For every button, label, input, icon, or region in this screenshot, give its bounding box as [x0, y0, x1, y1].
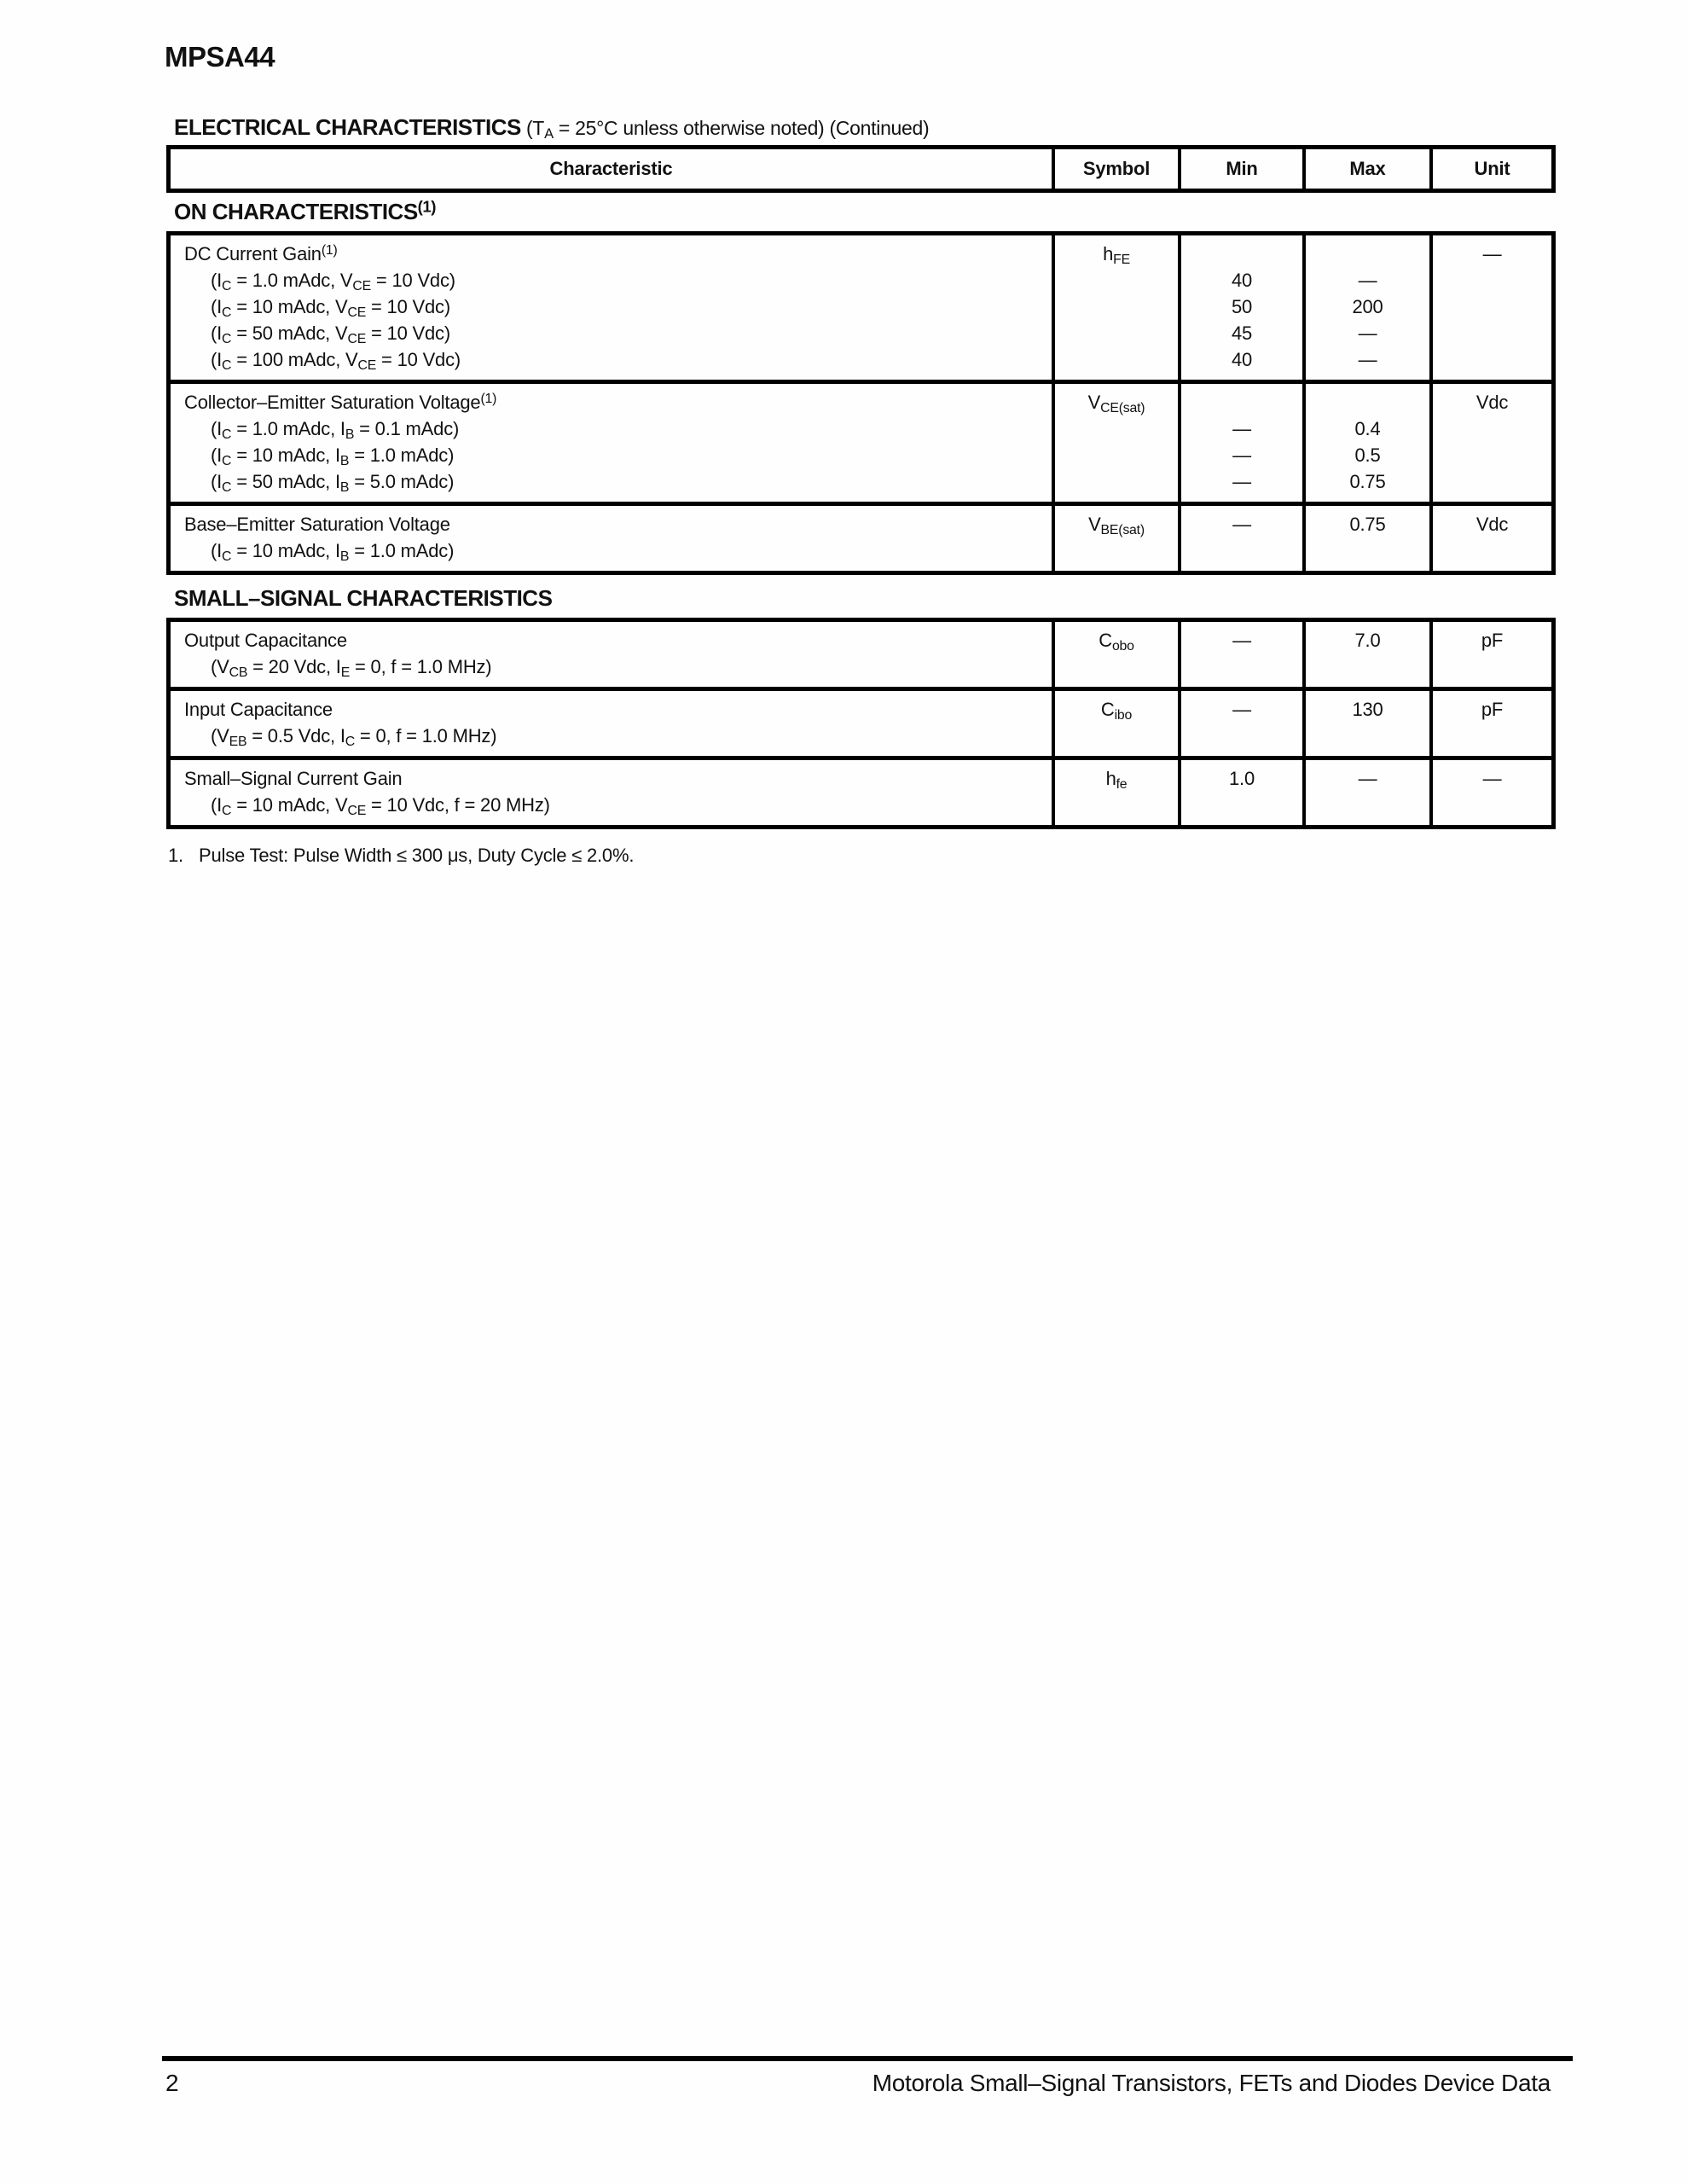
header-characteristic: Characteristic — [549, 158, 673, 179]
symbol-cell — [1052, 384, 1178, 502]
max-value: 0.75 — [1349, 514, 1386, 535]
section-subtitle: ($T_A = 25^\circ C$ unless otherwise noted) (Continued) — [525, 117, 930, 142]
characteristics-table — [166, 618, 1556, 829]
max-value: 130 — [1352, 699, 1383, 720]
test-condition: ($I_C = 10$ mAdc, $I_B = 1.0$ mAdc) — [211, 444, 455, 468]
max-value: — — [1358, 270, 1377, 291]
max-cell — [1302, 760, 1429, 825]
characteristic-name: Small–Signal Current Gain — [184, 768, 403, 789]
characteristic-cell — [171, 384, 1052, 502]
footer-title: Motorola Small–Signal Transistors, FETs and Diodes Device Data — [872, 2070, 1551, 2096]
symbol-cell — [1052, 760, 1178, 825]
footnote-text: Pulse Test: Pulse Width ≤ 300 μs, Duty Cycle ≤ 2.0%. — [199, 845, 635, 866]
symbol-value: $V_{BE(sat)}$ — [1088, 514, 1145, 537]
test-condition: ($I_C = 50$ mAdc, $V_{CE} = 10$ Vdc) — [211, 322, 450, 346]
header-min: Min — [1178, 149, 1302, 189]
test-condition: ($I_C = 10$ mAdc, $V_{CE} = 10$ Vdc, f = 20 MHz) — [211, 794, 550, 818]
table-row — [171, 502, 1551, 571]
min-cell — [1178, 384, 1302, 502]
max-value: 200 — [1352, 296, 1383, 317]
min-value: 45 — [1231, 322, 1253, 344]
table-header-row — [166, 145, 1556, 193]
unit-cell — [1429, 235, 1551, 380]
characteristic-cell — [171, 506, 1052, 571]
characteristic-cell — [171, 622, 1052, 687]
characteristic-name: Output Capacitance — [184, 630, 347, 651]
table-row — [171, 622, 1551, 687]
part-number: MPSA44 — [165, 41, 275, 73]
header-unit: Unit — [1429, 149, 1551, 189]
symbol-value: $h_{FE}$ — [1103, 243, 1130, 267]
characteristics-groups — [166, 199, 1556, 839]
min-cell — [1178, 691, 1302, 756]
min-value: 1.0 — [1229, 768, 1255, 789]
test-condition: ($V_{CB} = 20$ Vdc, $I_E = 0$, f = 1.0 MHz) — [211, 656, 492, 680]
symbol-cell — [1052, 235, 1178, 380]
max-value: 0.4 — [1354, 418, 1381, 439]
characteristic-cell — [171, 760, 1052, 825]
min-value: — — [1232, 514, 1251, 535]
unit-value: — — [1482, 243, 1502, 264]
max-cell — [1302, 506, 1429, 571]
min-cell — [1178, 622, 1302, 687]
min-value: 50 — [1231, 296, 1253, 317]
max-value: — — [1358, 349, 1377, 370]
characteristic-cell — [171, 235, 1052, 380]
characteristic-name: Input Capacitance — [184, 699, 333, 720]
header-symbol: Symbol — [1052, 149, 1178, 189]
footer-rule — [162, 2056, 1573, 2061]
test-condition: ($I_C = 100$ mAdc, $V_{CE} = 10$ Vdc) — [211, 349, 461, 373]
min-value — [1181, 389, 1302, 415]
unit-cell — [1429, 622, 1551, 687]
table-row — [171, 235, 1551, 380]
test-condition: ($V_{EB} = 0.5$ Vdc, $I_C = 0$, f = 1.0 MHz) — [211, 725, 497, 749]
min-cell — [1178, 760, 1302, 825]
footnote — [168, 845, 634, 867]
max-cell — [1302, 622, 1429, 687]
min-cell — [1178, 506, 1302, 571]
min-value: — — [1232, 471, 1251, 492]
min-value: — — [1232, 444, 1251, 466]
unit-value: Vdc — [1475, 514, 1509, 535]
footnote-number: 1. — [168, 845, 183, 866]
unit-cell — [1429, 506, 1551, 571]
symbol-value: $h_{fe}$ — [1105, 768, 1128, 792]
max-value: 0.75 — [1349, 471, 1386, 492]
characteristic-name: Collector–Emitter Saturation Voltage$^{(1)}$ — [184, 391, 497, 413]
symbol-cell — [1052, 622, 1178, 687]
group-heading: ON CHARACTERISTICS$^{(1)}$ — [174, 197, 437, 224]
section-title: ELECTRICAL CHARACTERISTICS — [174, 114, 521, 140]
max-cell — [1302, 384, 1429, 502]
unit-value: pF — [1481, 699, 1504, 720]
unit-value: pF — [1481, 630, 1504, 651]
max-cell — [1302, 691, 1429, 756]
test-condition: ($I_C = 50$ mAdc, $I_B = 5.0$ mAdc) — [211, 471, 455, 495]
symbol-value: $C_{obo}$ — [1099, 630, 1134, 653]
footer-page-number: 2 — [165, 2070, 179, 2096]
table-row — [171, 380, 1551, 502]
unit-cell — [1429, 384, 1551, 502]
characteristic-name: Base–Emitter Saturation Voltage — [184, 514, 450, 535]
max-value: — — [1358, 768, 1377, 789]
min-value: — — [1232, 699, 1251, 720]
min-value: 40 — [1231, 349, 1253, 370]
unit-cell — [1429, 760, 1551, 825]
unit-value: Vdc — [1475, 392, 1509, 413]
max-cell — [1302, 235, 1429, 380]
max-value: 0.5 — [1354, 444, 1381, 466]
symbol-cell — [1052, 691, 1178, 756]
table-row — [171, 687, 1551, 756]
test-condition: ($I_C = 1.0$ mAdc, $I_B = 0.1$ mAdc) — [211, 418, 460, 442]
header-max: Max — [1302, 149, 1429, 189]
characteristics-table — [166, 231, 1556, 575]
max-value: 7.0 — [1354, 630, 1381, 651]
symbol-value: $V_{CE(sat)}$ — [1087, 392, 1145, 415]
max-value: — — [1358, 322, 1377, 344]
test-condition: ($I_C = 1.0$ mAdc, $V_{CE} = 10$ Vdc) — [211, 270, 455, 293]
table-row — [171, 756, 1551, 825]
electrical-characteristics-heading — [174, 114, 929, 141]
symbol-cell — [1052, 506, 1178, 571]
unit-value: — — [1482, 768, 1502, 789]
group-heading: SMALL–SIGNAL CHARACTERISTICS — [174, 585, 553, 611]
symbol-value: $C_{ibo}$ — [1100, 699, 1133, 723]
unit-cell — [1429, 691, 1551, 756]
max-value — [1306, 389, 1429, 415]
test-condition: ($I_C = 10$ mAdc, $V_{CE} = 10$ Vdc) — [211, 296, 450, 320]
test-condition: ($I_C = 10$ mAdc, $I_B = 1.0$ mAdc) — [211, 540, 455, 564]
characteristic-name: DC Current Gain$^{(1)}$ — [184, 242, 338, 264]
min-value: — — [1232, 630, 1251, 651]
max-value — [1306, 241, 1429, 267]
min-cell — [1178, 235, 1302, 380]
min-value — [1181, 241, 1302, 267]
characteristic-cell — [171, 691, 1052, 756]
min-value: — — [1232, 418, 1251, 439]
min-value: 40 — [1231, 270, 1253, 291]
